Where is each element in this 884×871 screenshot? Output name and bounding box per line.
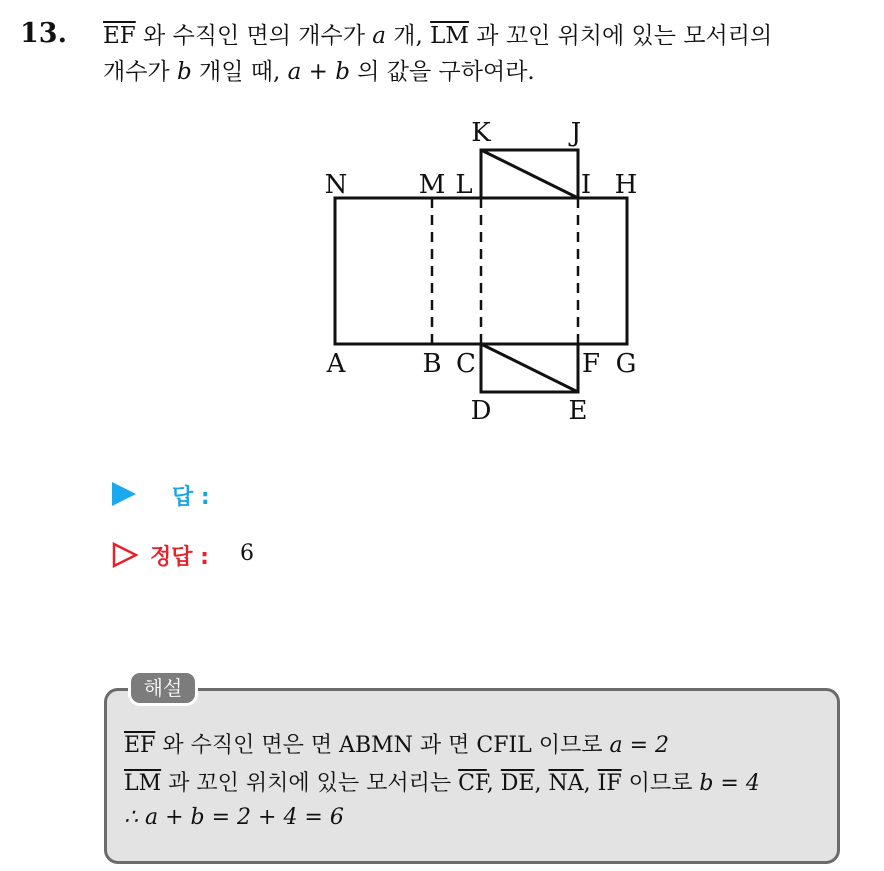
question-text: 의 값을 구하여라.: [349, 59, 535, 85]
vertex-label-c: C: [456, 349, 476, 379]
outline-right: [578, 198, 627, 344]
correct-answer-label: 정답 :: [150, 545, 209, 570]
explanation-text: 과 꼬인 위치에 있는 모서리는: [161, 771, 459, 796]
explanation-line-1: [124, 728, 669, 759]
diagonal-c-e: [481, 344, 578, 392]
equation-b: b = 4: [699, 771, 760, 796]
vertex-label-i: I: [580, 170, 592, 200]
vertex-label-k: K: [471, 118, 491, 148]
explanation-line-2: $\overline{LM}$ 과 꼬인 위치에 있는 모서리는 $\overline{CF}$, $\overline{DE}$, $\overline{NA}$, $\overline{IF}$ 이므로 b = 4: [124, 771, 760, 796]
segment-ef: $\overline{EF}$: [103, 23, 136, 49]
vertex-label-l: L: [455, 170, 473, 200]
vertex-label-a: A: [326, 349, 346, 379]
answer-label: 답 :: [172, 485, 210, 510]
question-text: 개일 때,: [191, 59, 288, 85]
explanation-line-3: [124, 805, 344, 830]
vertex-label-g: G: [615, 349, 637, 379]
expression-a-plus-b: a + b: [287, 59, 350, 85]
correct-answer-value: 6: [240, 541, 254, 566]
vertex-label-b: B: [422, 349, 442, 379]
vertex-label-h: H: [614, 170, 638, 200]
question-text: 와 수직인 면의 개수가: [135, 23, 373, 49]
question-text: 개,: [386, 23, 431, 49]
segment-ef: $\overline{EF}$: [124, 733, 156, 758]
segment-de: $\overline{DE}$: [500, 771, 535, 796]
outline-left: [335, 198, 480, 344]
vertex-label-f: F: [581, 349, 601, 379]
play-icon: [112, 482, 136, 506]
variable-b: b: [176, 59, 192, 85]
explanation-tag: 해설: [128, 670, 198, 706]
fold-lines: [432, 198, 578, 344]
vertex-label-n: N: [324, 170, 348, 200]
vertex-label-j: J: [570, 118, 582, 148]
vertex-label-d: D: [470, 396, 492, 426]
question-text: 개수가: [103, 59, 177, 85]
play-outline-icon: [112, 542, 138, 568]
vertex-label-m: M: [418, 170, 446, 200]
diagonal-k-i: [481, 150, 578, 198]
segment-na: $\overline{NA}$: [548, 771, 584, 796]
vertex-label-e: E: [568, 396, 588, 426]
segment-cf: $\overline{CF}$: [458, 771, 487, 796]
segment-if: $\overline{IF}$: [597, 771, 622, 796]
segment-lm: $\overline{LM}$: [124, 771, 162, 796]
equation-a: a = 2: [609, 733, 670, 758]
question-number: 13.: [20, 18, 67, 49]
question-text: 과 꼬인 위치에 있는 모서리의: [468, 23, 773, 49]
segment-lm: $\overline{LM}$: [430, 23, 469, 49]
variable-a: a: [372, 23, 386, 49]
conclusion-equation: ∴ a + b = 2 + 4 = 6: [124, 805, 344, 830]
explanation-text: 이므로: [621, 771, 700, 796]
explanation-text: 와 수직인 면은 면 ABMN 과 면 CFIL 이므로: [155, 733, 610, 758]
